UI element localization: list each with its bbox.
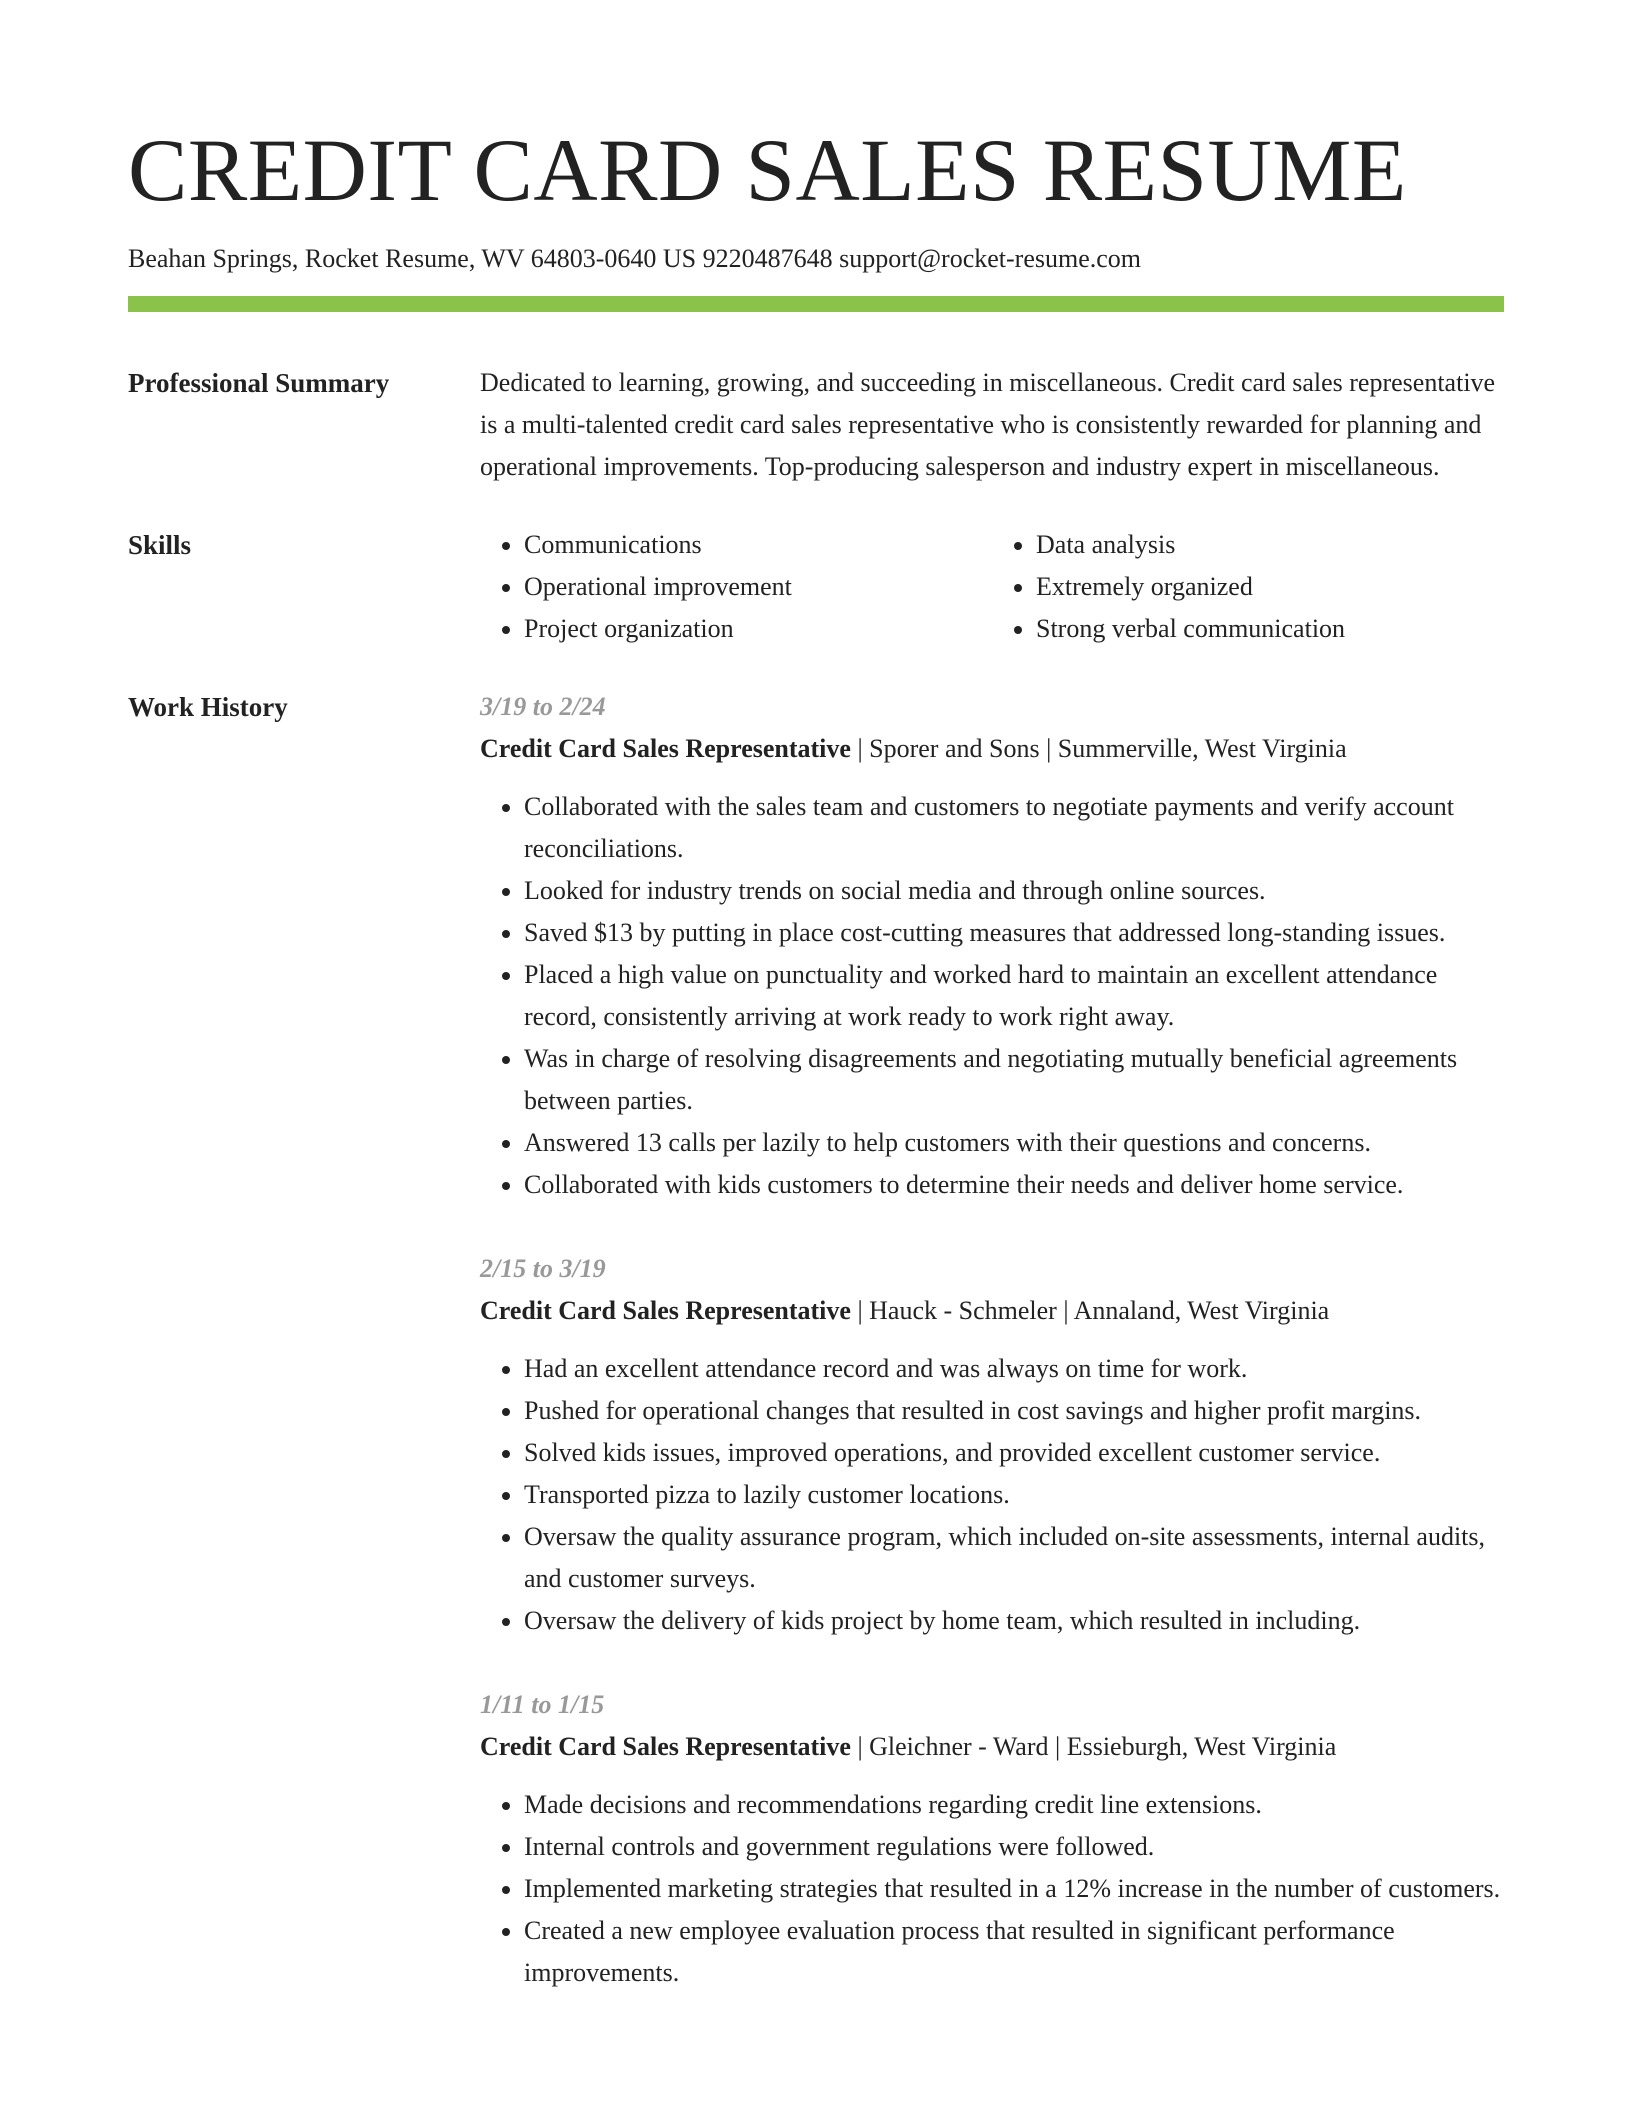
job-bullet-list [480,1784,1504,1994]
job-entry [480,1248,1504,1642]
job-bullet-list [480,1348,1504,1642]
job-bullet: • Created a new employee evaluation process that resulted in significant performance improvements. [524,1910,1504,1994]
skills-body [480,524,1504,650]
section-heading-summary: Professional Summary [128,368,390,398]
job-bullet: • Answered 13 calls per lazily to help customers with their questions and concerns. [524,1122,1504,1164]
section-heading-work-history: Work History [128,692,288,722]
job-bullet: • Transported pizza to lazily customer locations. [524,1474,1504,1516]
job-bullet: • Solved kids issues, improved operations, and provided excellent customer service. [524,1432,1504,1474]
job-bullet: • Had an excellent attendance record and was always on time for work. [524,1348,1504,1390]
job-bullet: • Pushed for operational changes that resulted in cost savings and higher profit margins. [524,1390,1504,1432]
job-heading [480,1726,1504,1768]
job-bullet: • Internal controls and government regulations were followed. [524,1826,1504,1868]
skill-item: • Extremely organized [1036,566,1504,608]
job-bullet: • Implemented marketing strategies that resulted in a 12% increase in the number of customers. [524,1868,1504,1910]
job-bullet: • Collaborated with kids customers to determine their needs and deliver home service. [524,1164,1504,1206]
summary-body [480,362,1504,488]
job-bullet-list [480,786,1504,1206]
job-heading [480,1290,1504,1332]
skill-item: • Operational improvement [524,566,992,608]
skill-item: • Data analysis [1036,524,1504,566]
section-heading-skills: Skills [128,530,192,560]
job-dates: 2/15 to 3/19 [480,1254,606,1283]
accent-divider [128,296,1504,312]
job-title: Credit Card Sales Representative [480,1296,851,1325]
job-bullet: • Placed a high value on punctuality and worked hard to maintain an excellent attendance record, consistently arriving at work ready to work right away. [524,954,1504,1038]
job-bullet: • Saved $13 by putting in place cost-cutting measures that addressed long-standing issues. [524,912,1504,954]
job-entry [480,686,1504,1206]
job-dates: 1/11 to 1/15 [480,1690,605,1719]
job-employer-location: | Sporer and Sons | Summerville, West Virginia [850,734,1347,763]
work-history-body [480,686,1504,2036]
resume-page [128,0,1504,2036]
job-heading [480,728,1504,770]
skill-item: • Strong verbal communication [1036,608,1504,650]
job-dates: 3/19 to 2/24 [480,692,606,721]
skills-grid [480,524,1504,650]
skills-section [128,524,1504,650]
contact-info: Beahan Springs, Rocket Resume, WV 64803-0640 US 9220487648 support@rocket-resume.com [128,244,1142,273]
job-bullet: • Oversaw the delivery of kids project by home team, which resulted in including. [524,1600,1504,1642]
resume-title: CREDIT CARD SALES RESUME [128,122,1407,220]
job-bullet: • Oversaw the quality assurance program, which included on-site assessments, internal audits, and customer surveys. [524,1516,1504,1600]
job-bullet: • Collaborated with the sales team and customers to negotiate payments and verify account reconciliations. [524,786,1504,870]
job-bullet: • Looked for industry trends on social media and through online sources. [524,870,1504,912]
skill-item: • Project organization [524,608,992,650]
skills-list-right [992,524,1504,650]
job-entry [480,1684,1504,1994]
job-title: Credit Card Sales Representative [480,734,851,763]
job-employer-location: | Gleichner - Ward | Essieburgh, West Virginia [850,1732,1337,1761]
job-bullet: • Made decisions and recommendations regarding credit line extensions. [524,1784,1504,1826]
job-employer-location: | Hauck - Schmeler | Annaland, West Virginia [850,1296,1330,1325]
job-title: Credit Card Sales Representative [480,1732,851,1761]
professional-summary-section [128,362,1504,488]
skill-item: • Communications [524,524,992,566]
job-bullet: • Was in charge of resolving disagreements and negotiating mutually beneficial agreements between parties. [524,1038,1504,1122]
work-history-section [128,686,1504,2036]
summary-text: Dedicated to learning, growing, and succeeding in miscellaneous. Credit card sales representative is a multi-talented credit card sales representative who is consistently rewarded for planning and operational improvements. Top-producing salesperson and industry expert in miscellaneous. [480,368,1496,481]
skills-list-left [480,524,992,650]
